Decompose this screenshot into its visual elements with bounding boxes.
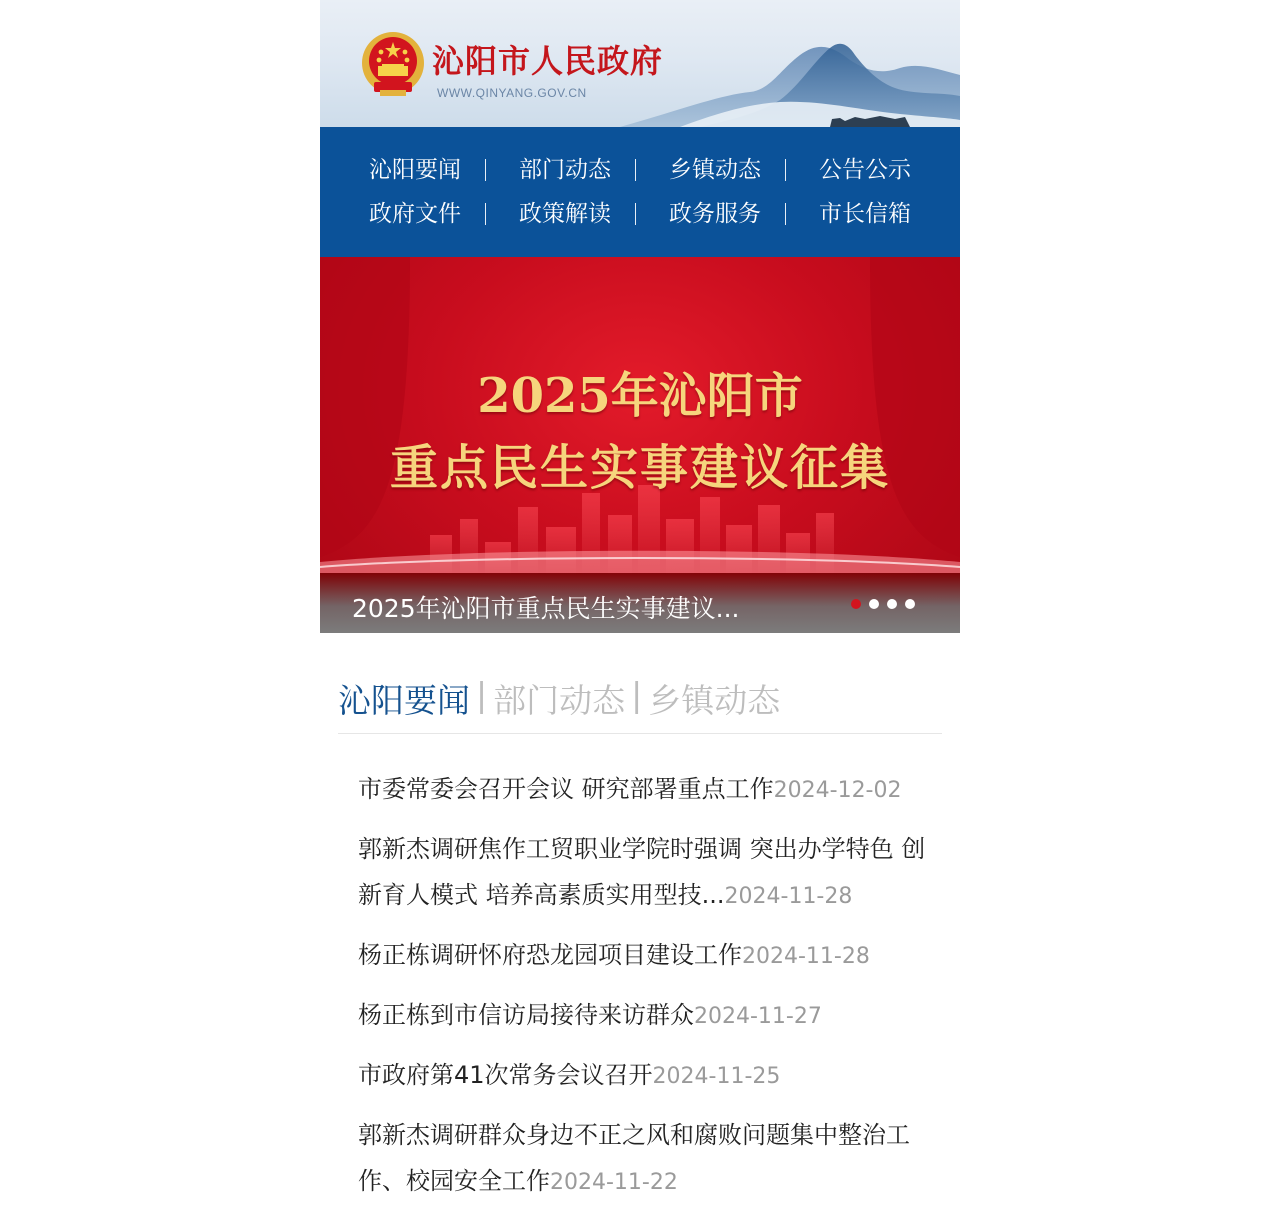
nav-divider	[485, 159, 486, 181]
nav-item-township-news[interactable]: 乡镇动态	[669, 157, 761, 183]
tab-qinyang-news[interactable]: 沁阳要闻	[338, 681, 470, 720]
tab-separator: |	[631, 675, 643, 714]
news-date: 2024-11-28	[724, 884, 853, 909]
nav-item-government-documents[interactable]: 政府文件	[369, 201, 461, 227]
nav-item-mayor-mailbox[interactable]: 市长信箱	[819, 201, 911, 227]
site-title: 沁阳市人民政府	[432, 42, 664, 80]
banner-slider[interactable]	[320, 257, 960, 633]
site-url: WWW.QINYANG.GOV.CN	[437, 86, 587, 100]
slide-indicator-dot[interactable]	[905, 599, 915, 609]
nav-divider	[635, 159, 636, 181]
news-list	[358, 766, 948, 1218]
nav-item-department-news[interactable]: 部门动态	[519, 157, 611, 183]
slide-indicator-dot[interactable]	[851, 599, 861, 609]
news-title[interactable]: 郭新杰调研群众身边不正之风和腐败问题集中整治工作、校园安全工作	[358, 1121, 910, 1195]
news-item[interactable]	[358, 1112, 948, 1206]
news-date: 2024-11-28	[742, 944, 870, 969]
news-title[interactable]: 郭新杰调研焦作工贸职业学院时强调 突出办学特色 创新育人模式 培养高素质实用型技...	[358, 835, 926, 909]
nav-divider	[785, 203, 786, 225]
banner-caption[interactable]: 2025年沁阳市重点民生实事建议...	[352, 594, 740, 623]
news-title[interactable]: 杨正栋到市信访局接待来访群众	[358, 1001, 694, 1029]
news-tabs	[338, 675, 780, 723]
news-item[interactable]	[358, 932, 948, 980]
nav-divider	[785, 159, 786, 181]
news-item[interactable]	[358, 766, 948, 814]
news-item[interactable]	[358, 1052, 948, 1100]
nav-item-policy-interpretation[interactable]: 政策解读	[519, 201, 611, 227]
news-title[interactable]: 市政府第41次常务会议召开	[358, 1061, 653, 1089]
slide-indicator-dot[interactable]	[869, 599, 879, 609]
news-date: 2024-11-22	[550, 1170, 678, 1195]
news-date: 2024-11-25	[652, 1064, 781, 1089]
tabs-divider	[338, 733, 942, 734]
tab-separator: |	[476, 675, 488, 714]
banner-headline-line1: 2025年沁阳市	[477, 368, 803, 424]
nav-divider	[635, 203, 636, 225]
tab-township-news[interactable]: 乡镇动态	[648, 681, 781, 720]
news-item[interactable]	[358, 992, 948, 1040]
news-title[interactable]: 市委常委会召开会议 研究部署重点工作	[358, 775, 774, 803]
news-date: 2024-12-02	[773, 778, 902, 803]
nav-divider	[485, 203, 486, 225]
news-item[interactable]	[358, 826, 948, 920]
slide-indicator-dot[interactable]	[887, 599, 897, 609]
tab-department-news[interactable]: 部门动态	[493, 681, 626, 720]
news-title[interactable]: 杨正栋调研怀府恐龙园项目建设工作	[358, 941, 742, 969]
nav-item-announcements[interactable]: 公告公示	[819, 157, 911, 183]
news-date: 2024-11-27	[694, 1004, 822, 1029]
mobile-page	[320, 0, 960, 1195]
site-header	[320, 0, 960, 127]
main-nav	[320, 127, 960, 257]
nav-item-government-services[interactable]: 政务服务	[669, 201, 761, 227]
banner-headline-line2: 重点民生实事建议征集	[389, 440, 890, 496]
national-emblem-icon	[360, 30, 426, 100]
nav-item-qinyang-news[interactable]: 沁阳要闻	[369, 157, 461, 183]
